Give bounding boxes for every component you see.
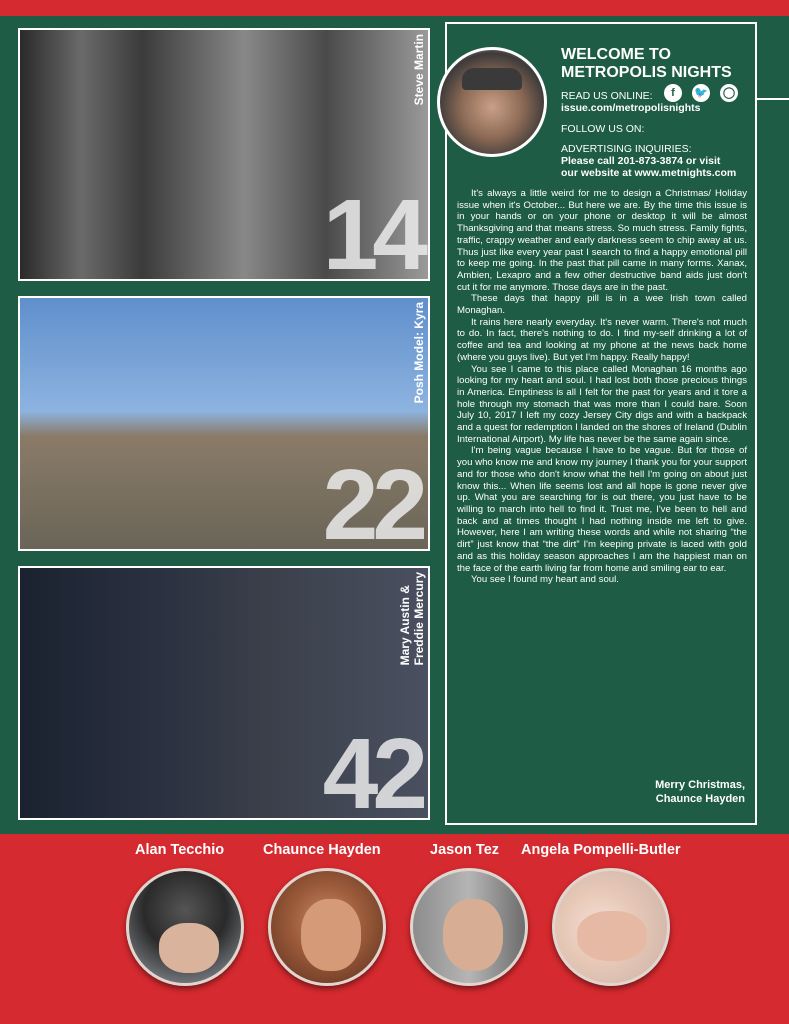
photo-caption: Posh Model: Kyra bbox=[412, 302, 426, 404]
photo-caption: Steve Martin bbox=[412, 34, 426, 106]
paragraph: I'm being vague because I have to be vague. But for those of you who know me and know my journey I thank you for your support and for those who don't know what the hell I'm going on about just know this... When life seems lost and all hope is gone never give up. What you are searching for is out there, you just have to be willing to march into hell to find it. Trust me, I've been to hell and back and at times thought I had nothing inside me left to give. However, here I am writing these words and while not sharing “the dirt” just know that “the dirt” I'm keeping private is laced with gold and as this holiday season approaches I am the happiest man on the face of the earth living far from home and smiling ear to ear. bbox=[457, 445, 747, 574]
paragraph: It rains here nearly everyday. It's never warm. There's not much to do. In fact, there's nothing to do. I find my-self drinking a lot of coffee and tea and looking at my phone at the news back home (where you guys live). But yet I'm happy. Really happy! bbox=[457, 316, 747, 363]
divider-line bbox=[757, 98, 789, 100]
contributor-photo-angela-pompelli-butler[interactable] bbox=[552, 868, 670, 986]
paragraph: You see I found my heart and soul. bbox=[471, 574, 619, 586]
follow-us-label: FOLLOW US ON: bbox=[561, 123, 645, 135]
contributor-photo-jason-tez[interactable] bbox=[410, 868, 528, 986]
feature-photo-steve-martin[interactable] bbox=[18, 28, 430, 281]
editorial-body bbox=[457, 188, 747, 586]
photo-caption: Mary Austin & Freddie Mercury bbox=[398, 572, 426, 666]
ad-inquiries-heading: ADVERTISING INQUIRIES: bbox=[561, 143, 692, 155]
ad-website[interactable]: our website at www.metnights.com bbox=[561, 167, 737, 179]
editorial-signoff: Merry Christmas, Chaunce Hayden bbox=[655, 779, 745, 805]
contributor-name: Angela Pompelli-Butler bbox=[521, 842, 681, 858]
contributors-band bbox=[0, 834, 789, 1024]
issuu-link[interactable]: issue.com/metropolisnights bbox=[561, 102, 701, 114]
contributor-name: Chaunce Hayden bbox=[263, 842, 381, 858]
page-number: 42 bbox=[322, 718, 422, 820]
feature-photo-mary-austin-freddie-mercury[interactable] bbox=[18, 566, 430, 820]
feature-photo-kyra[interactable] bbox=[18, 296, 430, 551]
paragraph: You see I came to this place called Monaghan 16 months ago looking for my heart and soul. I had lost both those precious things in America. Emptiness is all I felt for the past for years and it tore a hole through my stomach that was more than I could bare. Soon July 10, 2017 I left my cozy Jersey City digs and with a backpack and a quest for redemption I landed on the shores of Ireland (Dublin International Airport). My life has never be the same again since. bbox=[457, 363, 747, 445]
contributor-name: Jason Tez bbox=[430, 842, 500, 858]
contributor-name: Alan Tecchio bbox=[135, 842, 225, 858]
read-online-label: READ US ONLINE: bbox=[561, 90, 653, 102]
facebook-icon[interactable]: f bbox=[664, 84, 682, 102]
ad-phone: Please call 201-873-3874 or visit bbox=[561, 155, 721, 167]
editor-avatar bbox=[437, 47, 547, 157]
page-number: 22 bbox=[322, 449, 422, 551]
paragraph: It's always a little weird for me to design a Christmas/ Holiday issue when it's October... But here we are. By the time this issue is in your hands or on your phone or desktop it will be almost Thanksgiving and that means stress. So much stress. Family fights, traffic, crappy weather and early darkness seem to chip away at us. Thus just like every year past I search to find a happy emotional pill to keep me going. In the past that pill came in many forms. Xanax, Ambien, Lexapro and a few other destructive band aids just don't cut it for me anymore. Those days are in the past. bbox=[457, 188, 747, 293]
top-red-band bbox=[0, 0, 789, 16]
twitter-icon[interactable]: 🐦 bbox=[692, 84, 710, 102]
paragraph: These days that happy pill is in a wee Irish town called Monaghan. bbox=[457, 293, 747, 317]
editorial-heading: WELCOME TO METROPOLIS NIGHTS bbox=[561, 46, 732, 81]
instagram-icon[interactable]: ◯ bbox=[720, 84, 738, 102]
page-number: 14 bbox=[322, 179, 422, 281]
contributor-photo-alan-tecchio[interactable] bbox=[126, 868, 244, 986]
contributor-photo-chaunce-hayden[interactable] bbox=[268, 868, 386, 986]
